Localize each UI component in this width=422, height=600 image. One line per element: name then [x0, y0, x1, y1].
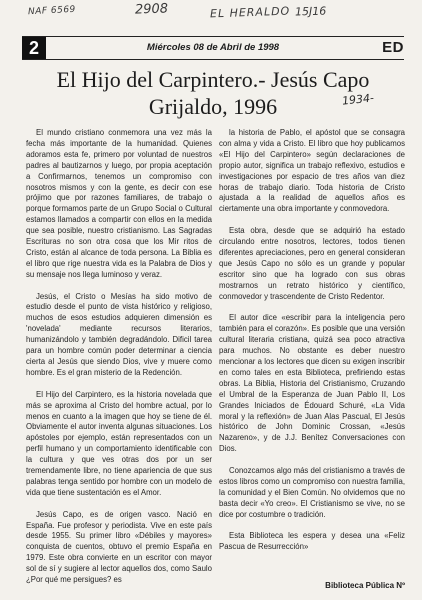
paragraph: la historia de Pablo, el apóstol que se consagra con alma y vida a Cristo. El libro que hoy publicamos «El Hijo del Carpintero» según declaraciones de propio autor, significa un trabajo reflexivo, estudios e investigaciones por espacio de tres años van diez horas de trabajo diario. Toda historia de Cristo ajustada a la realidad de aquellos años es ciertamente una obra importante y conmovedora. — [219, 128, 405, 214]
paragraph: El mundo cristiano conmemora una vez más la fecha más importante de la humanidad. Quienes adoramos esta fe, primero por voluntad de nuestros padres al bautizarnos y luego, por propia aceptación a Confirmarnos, tenemos un compromiso con nosotros mismos y con la gente, es decir con ese prójimo que por razones familiares, de trabajo o porque formamos parte de un Grupo Social o Cultural estamos llamados a compartir con ellos en la medida que sea posible, nuestro cristianismo. Las Sagradas Escrituras no son otra cosa que los Mir ritos de Cristo, están al alcance de toda persona. La Biblia es el libro que rige nuestra vida es la Palabra de Dios y su mensaje nos llega luminoso y veraz. — [26, 128, 212, 279]
dateline: Miércoles 08 de Abril de 1998 — [146, 42, 280, 53]
article-column-right — [219, 128, 405, 564]
article-column-left — [26, 128, 212, 597]
paragraph: Esta obra, desde que se adquirió ha estado circulando entre nosotros, lectores, todos tienen diferentes apreciaciones, pero en general consideran que Jesús Capo no sólo es un grande y popular escritor sino que ha logrado con sus obras mostrarnos un retrato histórico y científico, conmovedor y trascendente de Cristo Redentor. — [219, 226, 405, 301]
paragraph: Conozcamos algo más del cristianismo a través de estos libros como un compromiso con nuestra familia, la comunidad y el Bien Común. No olvidemos que no basta decir «Yo creo». El Cristianismo se vive, no se dice por costumbre o tradición. — [219, 466, 405, 519]
paragraph: Jesús, el Cristo o Mesías ha sido motivo de estudio desde el punto de vista histórico y religioso, muchos de esos estudios adquieren dimensión es 'novelada' mediante recursos literarios, humanizándolo y también degradándolo. Dificil tarea para un hombre común poder determinar a ciencia cierta al Jesús que siendo Dios, vive y muere como hombre. Es el gran misterio de la Redención. — [26, 291, 212, 377]
handwritten-archive-code: NAF 6569 — [27, 4, 77, 18]
section-label: ED — [382, 39, 404, 56]
handwritten-year: 2908 — [134, 1, 169, 18]
paragraph: El autor dice «escribir para la inteligencia pero también para el corazón». Es posible que una versión cultural literaria cristiana, quizá sea poco atractiva para muchos. No obstante es deber nuestro mencionar a los lectores que dicen su exigen inscribir en como tales en esta Biblioteca, prefiriendo estas obras. La Biblia, Historia del Cristianismo, Cruzando el Umbral de la Esperanza de Juan Pablo II, Los Grandes Iniciados de Édouard Schuré, «La Vida moral y la reflexión» de Juan Alas Pascual, El Jesús histórico de John Dominic Crossan, «Jesús Nazareno», y de J.J. Benítez Conversaciones con Dios. — [219, 313, 405, 454]
title-line-2: Grijaldo, 1996 — [148, 94, 278, 119]
paragraph: Jesús Capo, es de origen vasco. Nació en España. Fue profesor y periodista. Vive en este país desde 1955. Su primer libro «Débiles y mayores» conquista de cuentos, obtuvo el premio España en 1979. Este obra convierte en un escritor con mayor sol de sí y sugiere al lector aquellos dos, como Saulo ¿Por qué me persigues? es — [26, 509, 212, 585]
handwritten-annotations — [0, 0, 422, 30]
article-signature: Biblioteca Pública Nº — [325, 581, 405, 590]
handwritten-margin-note: 1934- — [341, 91, 375, 108]
page-header — [22, 36, 404, 60]
paragraph: Esta Biblioteca les espera y desea una «Feliz Pascua de Resurrección» — [219, 531, 405, 552]
article-title — [22, 66, 404, 120]
page-number: 2 — [22, 37, 46, 59]
handwritten-newspaper-name: EL HERALDO — [209, 4, 291, 21]
title-line-1: El Hijo del Carpintero.- Jesús Capo — [56, 67, 370, 92]
paragraph: El Hijo del Carpintero, es la historia novelada que más se aproxima al Cristo del hombre actual, por lo menos en cuanto a la imagen que hoy se tiene de él. Obviamente el autor inventa algunas situaciones. Los apóstoles por ejemplo, están representados con un perfil humano y un comportamiento identificable con la cultura y que ves otras dos por un ser tremendamente libre, no tiene apariencia de que sus palabras tenga sentido por hombre con un modelo de vida que tiene sustentación es el Amor. — [26, 389, 212, 497]
handwritten-date: 15J16 — [294, 4, 327, 19]
